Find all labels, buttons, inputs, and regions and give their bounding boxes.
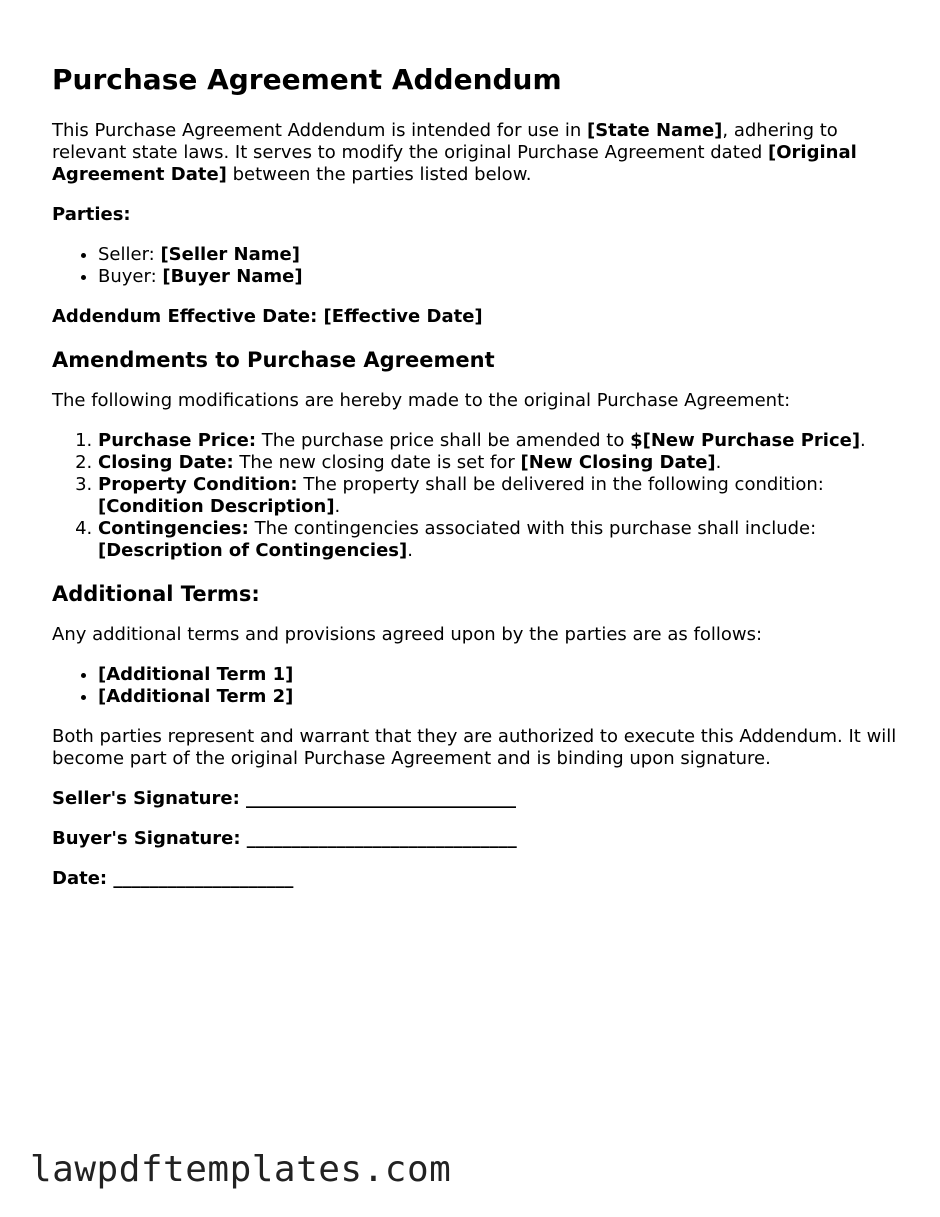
parties-heading: Parties: [52,204,131,225]
intro-paragraph [52,120,902,186]
intro-text-2: , adhering to relevant state laws. It serves to modify the original Purchase Agreement dated [52,120,838,163]
site-watermark: lawpdftemplates.com [30,1149,452,1190]
seller-name-placeholder: [Seller Name] [160,244,300,265]
amendment-item: 2. Closing Date: The new closing date is set for [New Closing Date]. [98,452,902,474]
additional-term-item: • [Additional Term 2] [98,686,902,708]
additional-terms-list [52,664,902,708]
page-title: Purchase Agreement Addendum [52,63,562,96]
additional-term-item: • [Additional Term 1] [98,664,902,686]
amendment-item: 3. Property Condition: The property shall be delivered in the following condition: [Condition Description]. [98,474,902,518]
seller-signature-line: Seller's Signature: ______________________________ [52,788,517,809]
date-line: Date: ____________________ [52,868,294,889]
document-page [52,62,902,908]
parties-list [52,244,902,288]
amendments-heading: Amendments to Purchase Agreement [52,348,495,372]
additional-terms-heading: Additional Terms: [52,582,260,606]
state-name-placeholder: [State Name] [586,120,723,141]
additional-terms-intro: Any additional terms and provisions agreed upon by the parties are as follows: [52,624,763,645]
effective-date: Addendum Effective Date: [Effective Date] [52,306,483,327]
party-buyer: • Buyer: [Buyer Name] [98,266,902,288]
intro-text-3: between the parties listed below. [226,164,532,185]
intro-text-1: This Purchase Agreement Addendum is intended for use in [52,120,587,141]
party-seller: • Seller: [Seller Name] [98,244,902,266]
closing-paragraph: Both parties represent and warrant that they are authorized to execute this Addendum. It will become part of the original Purchase Agreement and is binding upon signature. [52,726,897,769]
buyer-signature-line: Buyer's Signature: ______________________________ [52,828,517,849]
amendments-intro: The following modifications are hereby made to the original Purchase Agreement: [52,390,791,411]
amendments-list [52,430,902,562]
amendment-item: 1. Purchase Price: The purchase price shall be amended to $[New Purchase Price]. [98,430,902,452]
buyer-name-placeholder: [Buyer Name] [162,266,303,287]
original-date-placeholder: [Original Agreement Date] [52,142,857,185]
amendment-item: 4. Contingencies: The contingencies associated with this purchase shall include: [Description of Contingencies]. [98,518,902,562]
